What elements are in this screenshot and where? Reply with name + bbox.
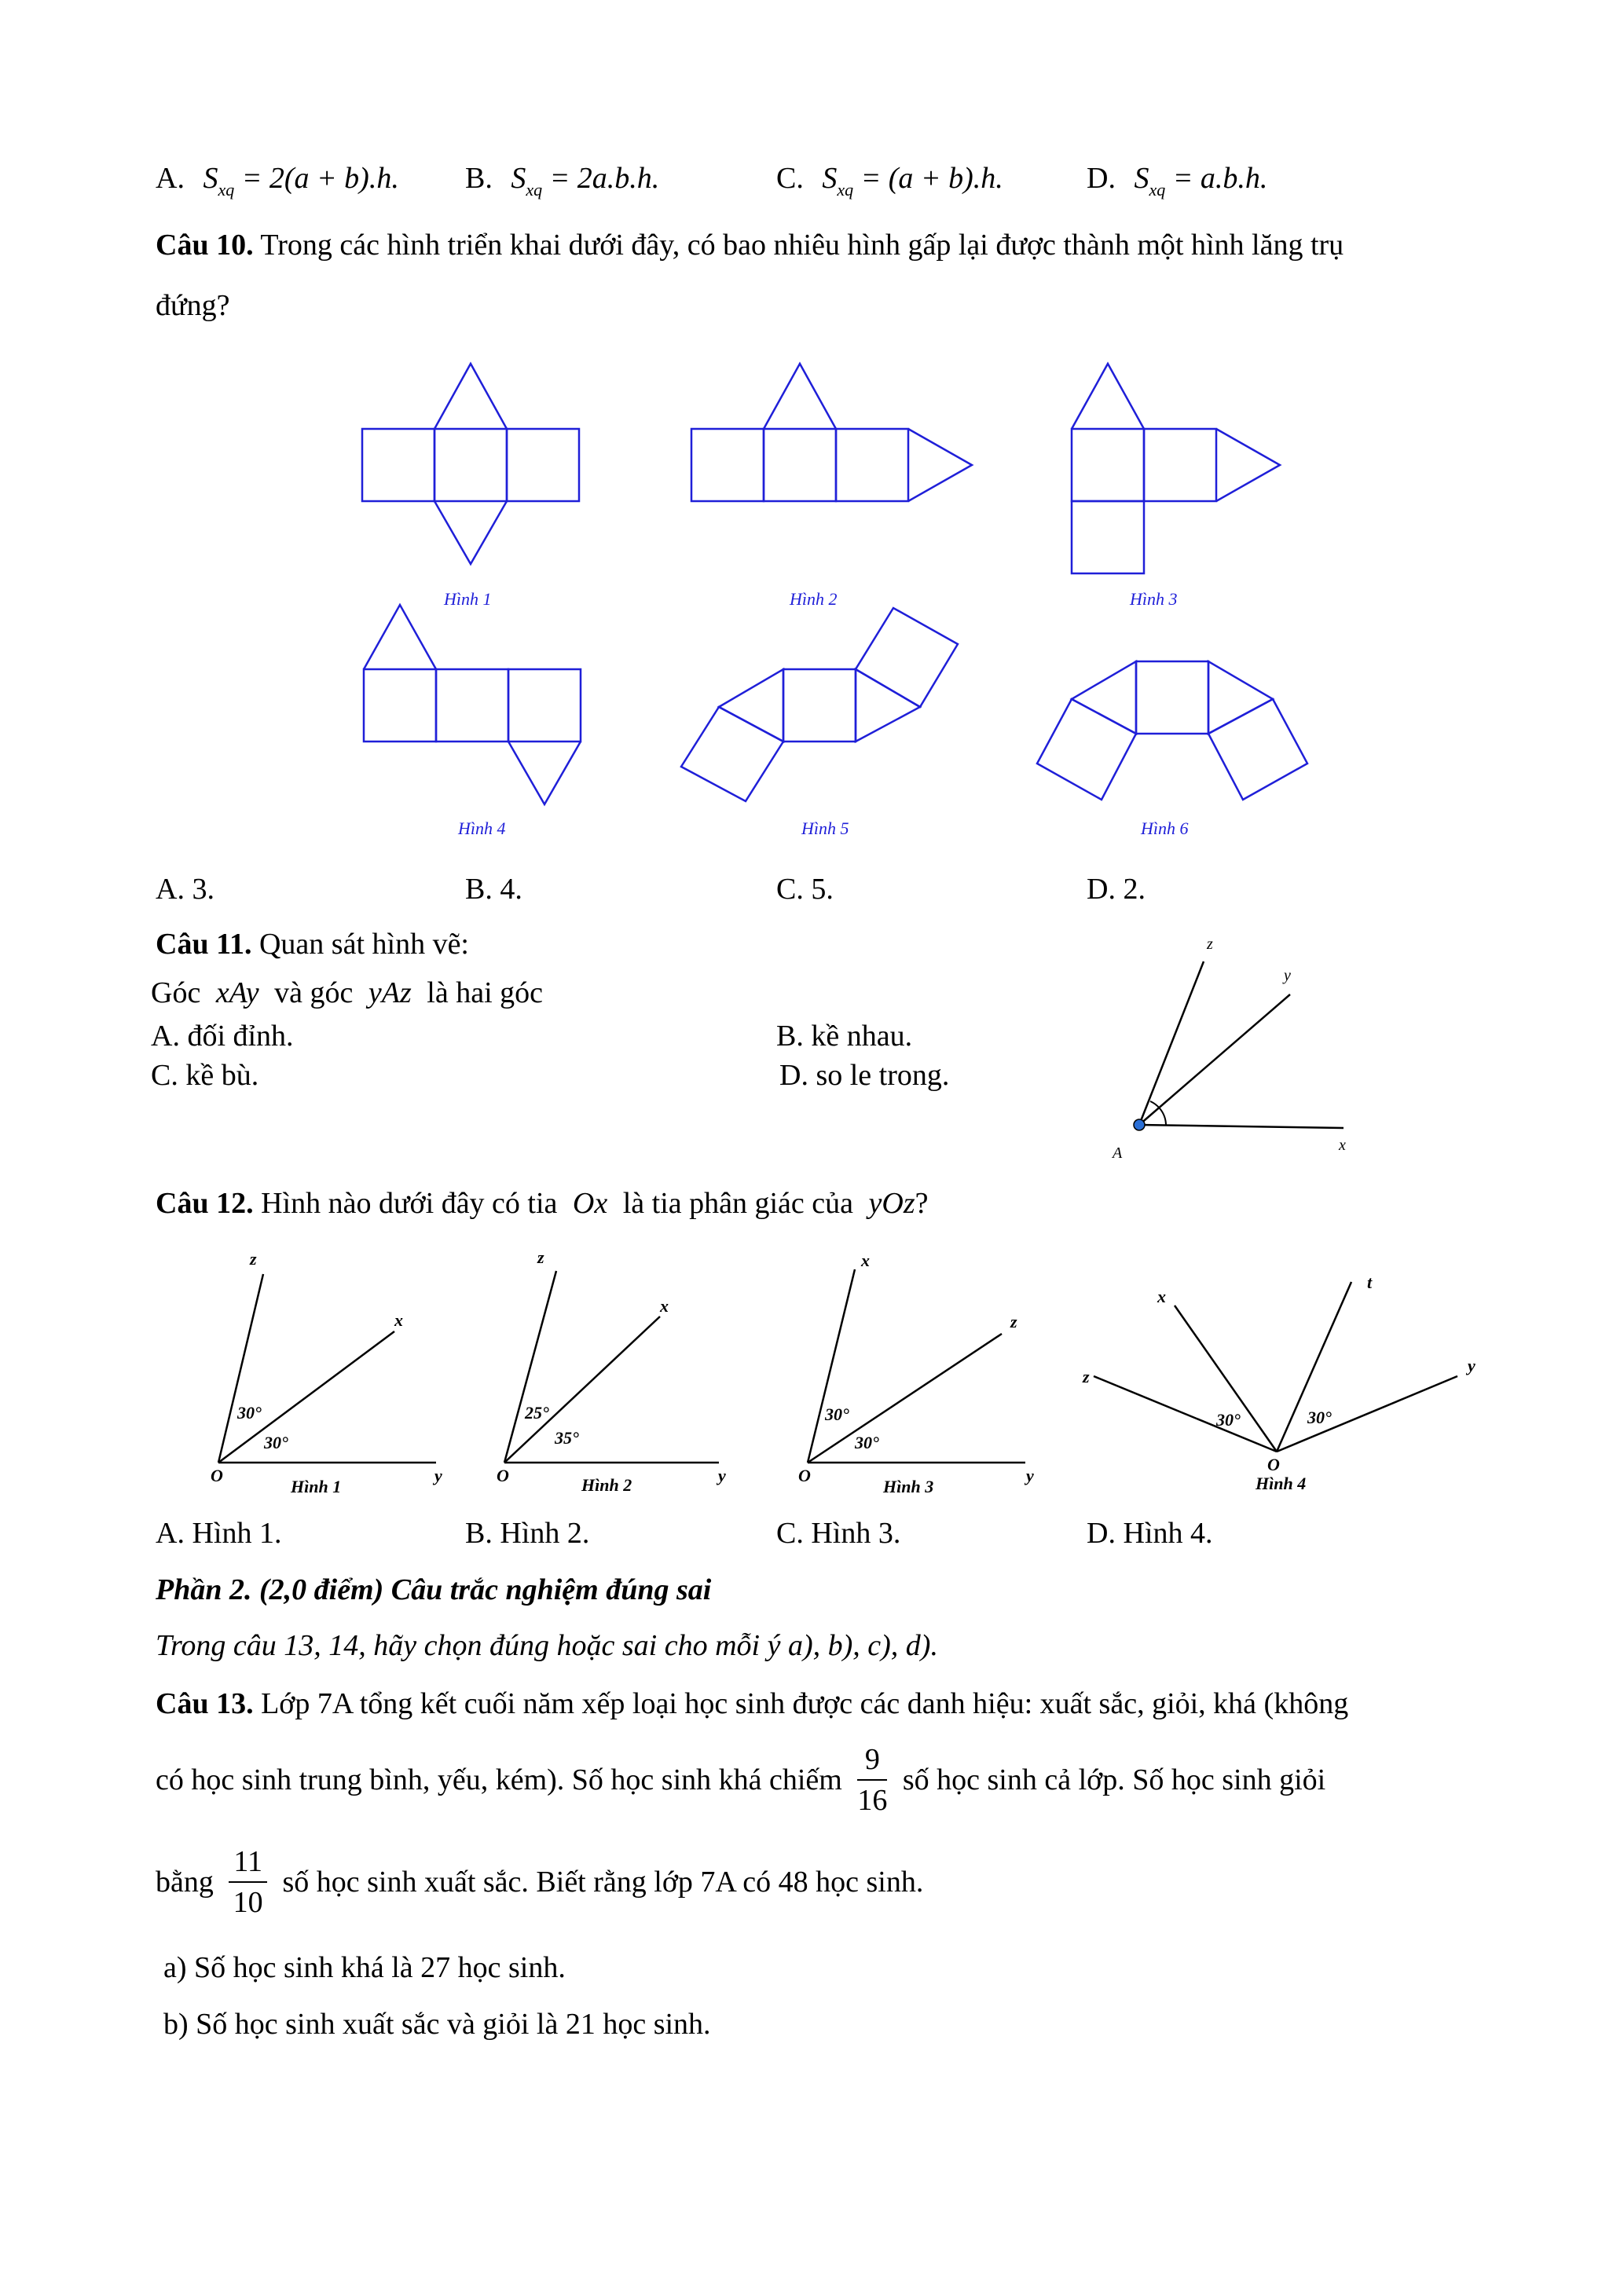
q10-title: Câu 10.	[156, 229, 254, 262]
caption-hinh-2: Hình 2	[790, 589, 838, 609]
net-hinh-1	[362, 364, 579, 564]
point-a	[1134, 1119, 1145, 1130]
svg-text:z: z	[1083, 1367, 1090, 1386]
svg-text:Hình 2: Hình 2	[581, 1475, 632, 1495]
q12-option-c[interactable]: C. Hình 3.	[776, 1517, 901, 1550]
q9-option-b[interactable]: B. $S_{xq} = 2a.b.h$.	[465, 162, 660, 200]
svg-text:30°: 30°	[825, 1404, 849, 1424]
caption-hinh-5: Hình 5	[801, 818, 849, 838]
svg-text:30°: 30°	[264, 1433, 288, 1452]
q12-hinh-4	[1082, 1273, 1476, 1493]
q10-option-a[interactable]: A. 3.	[156, 873, 214, 906]
q9-option-b-expr: = 2a.b.h.	[549, 162, 660, 195]
svg-text:A: A	[1113, 1144, 1123, 1162]
q12-hinh-2	[497, 1247, 726, 1495]
q13-line2: có học sinh trung bình, yếu, kém). Số học sinh khá chiếm $\frac{9}{16}$ số học sinh cả lớp. Số học sinh giỏi	[156, 1740, 1325, 1820]
net-hinh-5	[681, 608, 958, 801]
caption-hinh-3: Hình 3	[1130, 589, 1178, 609]
svg-text:x: x	[861, 1251, 870, 1270]
caption-hinh-1: Hình 1	[444, 589, 492, 609]
q12-stem: Câu 12. Hình nào dưới đây có tia Ox là tia phân giác của yOz?	[156, 1187, 929, 1220]
q12-option-b[interactable]: B. Hình 2.	[465, 1517, 590, 1550]
net-hinh-6	[1037, 661, 1307, 800]
q9-option-d-expr: = a.b.h.	[1172, 162, 1268, 195]
q12-figures	[0, 1241, 1624, 1508]
q10-option-d[interactable]: D. 2.	[1087, 873, 1146, 906]
q9-option-a-expr: = 2(a + b).h.	[241, 162, 399, 195]
svg-text:30°: 30°	[1307, 1408, 1332, 1427]
q9-option-c[interactable]: C. $S_{xq} = (a + b).h$.	[776, 162, 1003, 200]
q12-hinh-3	[798, 1251, 1034, 1496]
svg-text:O: O	[211, 1466, 223, 1485]
ray-ay	[1139, 994, 1290, 1125]
svg-text:z: z	[250, 1249, 257, 1269]
svg-text:35°: 35°	[555, 1428, 579, 1448]
svg-text:y: y	[1026, 1466, 1034, 1485]
part2-heading: Phần 2. (2,0 điểm) Câu trắc nghiệm đúng sai	[156, 1573, 712, 1606]
net-hinh-4	[364, 605, 581, 804]
q12-hinh-1	[211, 1249, 442, 1496]
q11-title: Câu 11.	[156, 928, 252, 961]
q10-option-c[interactable]: C. 5.	[776, 873, 834, 906]
q11-stem: Câu 11. Quan sát hình vẽ:	[156, 928, 469, 961]
caption-hinh-4: Hình 4	[458, 818, 506, 838]
caption-hinh-6: Hình 6	[1141, 818, 1189, 838]
svg-text:z: z	[537, 1247, 544, 1267]
q11-option-b[interactable]: B. kề nhau.	[776, 1020, 913, 1053]
q12-title: Câu 12.	[156, 1187, 254, 1220]
svg-text:x: x	[1157, 1287, 1166, 1306]
svg-text:y: y	[434, 1466, 442, 1485]
svg-text:30°: 30°	[1216, 1410, 1241, 1430]
svg-text:z: z	[1207, 936, 1213, 953]
q13-line3: bằng $\frac{11}{10}$ số học sinh xuất sắc. Biết rằng lớp 7A có 48 học sinh.	[156, 1842, 923, 1922]
ray-az	[1139, 961, 1204, 1125]
svg-text:Hình 4: Hình 4	[1256, 1474, 1307, 1493]
svg-text:Hình 1: Hình 1	[291, 1477, 342, 1496]
svg-text:x: x	[660, 1296, 669, 1316]
q11-figure	[1084, 919, 1367, 1170]
fraction-9-16: $\frac{9}{16}$	[857, 1740, 887, 1820]
svg-text:z: z	[1010, 1312, 1017, 1331]
svg-text:Hình 3: Hình 3	[883, 1477, 934, 1496]
svg-text:O: O	[798, 1466, 811, 1485]
q10-option-b[interactable]: B. 4.	[465, 873, 522, 906]
q10-stem-line1: Câu 10. Trong các hình triển khai dưới đây, có bao nhiêu hình gấp lại được thành một hình lăng trụ	[156, 229, 1344, 262]
part2-instruction: Trong câu 13, 14, hãy chọn đúng hoặc sai cho mỗi ý a), b), c), d).	[156, 1629, 938, 1662]
svg-text:O: O	[1267, 1455, 1280, 1474]
svg-text:x: x	[1339, 1137, 1346, 1154]
q11-option-d[interactable]: D. so le trong.	[779, 1059, 950, 1092]
svg-text:30°: 30°	[855, 1433, 879, 1452]
fraction-11-10: $\frac{11}{10}$	[229, 1842, 267, 1922]
svg-text:t: t	[1367, 1273, 1373, 1292]
q10-stem-line2: đứng?	[156, 289, 230, 322]
svg-text:30°: 30°	[237, 1403, 262, 1423]
q12-option-a[interactable]: A. Hình 1.	[156, 1517, 282, 1550]
q13-item-b[interactable]: b) Số học sinh xuất sắc và giỏi là 21 học sinh.	[163, 2008, 711, 2041]
q11-option-a[interactable]: A. đối đỉnh.	[151, 1020, 294, 1053]
q13-title: Câu 13.	[156, 1687, 254, 1720]
svg-text:y: y	[718, 1466, 726, 1485]
q9-option-a[interactable]: A. $S_{xq} = 2(a + b).h$.	[156, 162, 399, 200]
svg-text:y: y	[1284, 967, 1291, 984]
q13-item-a[interactable]: a) Số học sinh khá là 27 học sinh.	[163, 1951, 566, 1984]
svg-text:y: y	[1468, 1356, 1476, 1375]
net-hinh-2	[691, 364, 972, 501]
q9-option-d[interactable]: D. $S_{xq} = a.b.h$.	[1087, 162, 1268, 200]
net-hinh-3	[1072, 364, 1280, 573]
q11-option-c[interactable]: C. kề bù.	[151, 1059, 259, 1092]
q9-option-c-expr: = (a + b).h.	[860, 162, 1003, 195]
q10-nets-figure	[0, 0, 1624, 864]
svg-text:O: O	[497, 1466, 509, 1485]
q12-option-d[interactable]: D. Hình 4.	[1087, 1517, 1213, 1550]
svg-text:25°: 25°	[525, 1403, 549, 1423]
svg-text:x: x	[394, 1310, 403, 1330]
ray-ax	[1139, 1125, 1344, 1128]
q13-line1: Câu 13. Lớp 7A tổng kết cuối năm xếp loại học sinh được các danh hiệu: xuất sắc, giỏi, khá (không	[156, 1687, 1349, 1720]
q11-question: Góc xAy và góc yAz là hai góc	[151, 976, 543, 1009]
